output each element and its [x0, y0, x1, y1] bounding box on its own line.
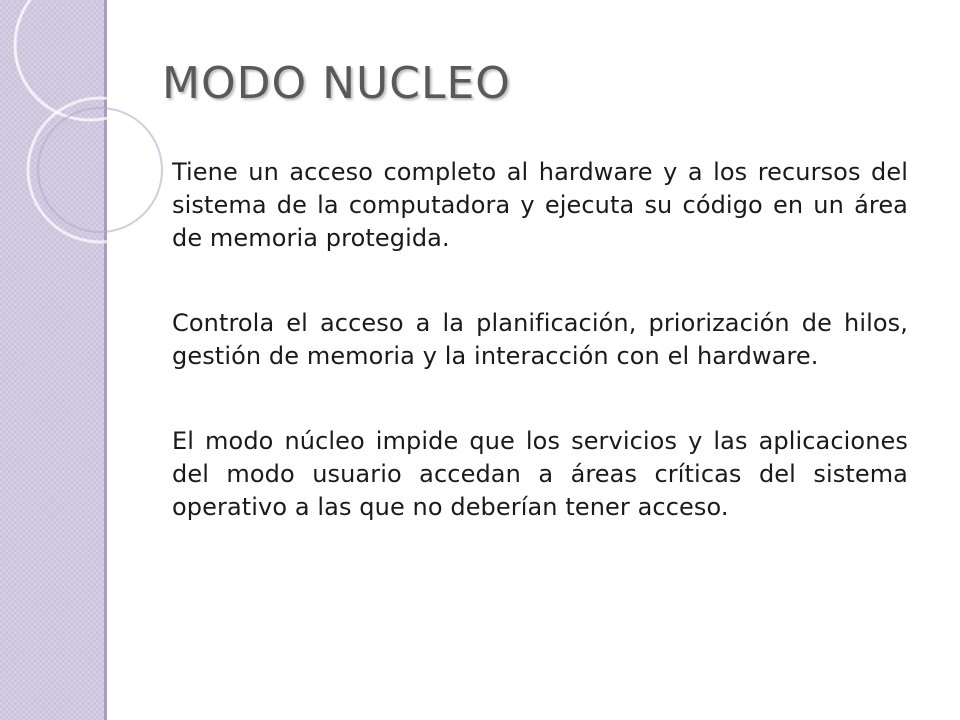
decorative-circle-top	[15, 0, 165, 120]
slide-title: MODO NUCLEO	[162, 58, 511, 109]
decorative-circles	[0, 0, 200, 260]
paragraph-protection: El modo núcleo impide que los servicios y las aplicaciones del modo usuario accedan a áreas críticas del sistema operativo a las que no deberían tener acceso.	[172, 427, 908, 521]
decorative-circle-inner	[38, 108, 162, 232]
paragraph-access-control: Controla el acceso a la planificación, priorización de hilos, gestión de memoria y la interacción con el hardware.	[172, 309, 908, 370]
slide-body	[172, 156, 908, 524]
paragraph-hardware-access: Tiene un acceso completo al hardware y a los recursos del sistema de la computadora y ejecuta su código en un área de memoria protegida.	[172, 158, 908, 252]
